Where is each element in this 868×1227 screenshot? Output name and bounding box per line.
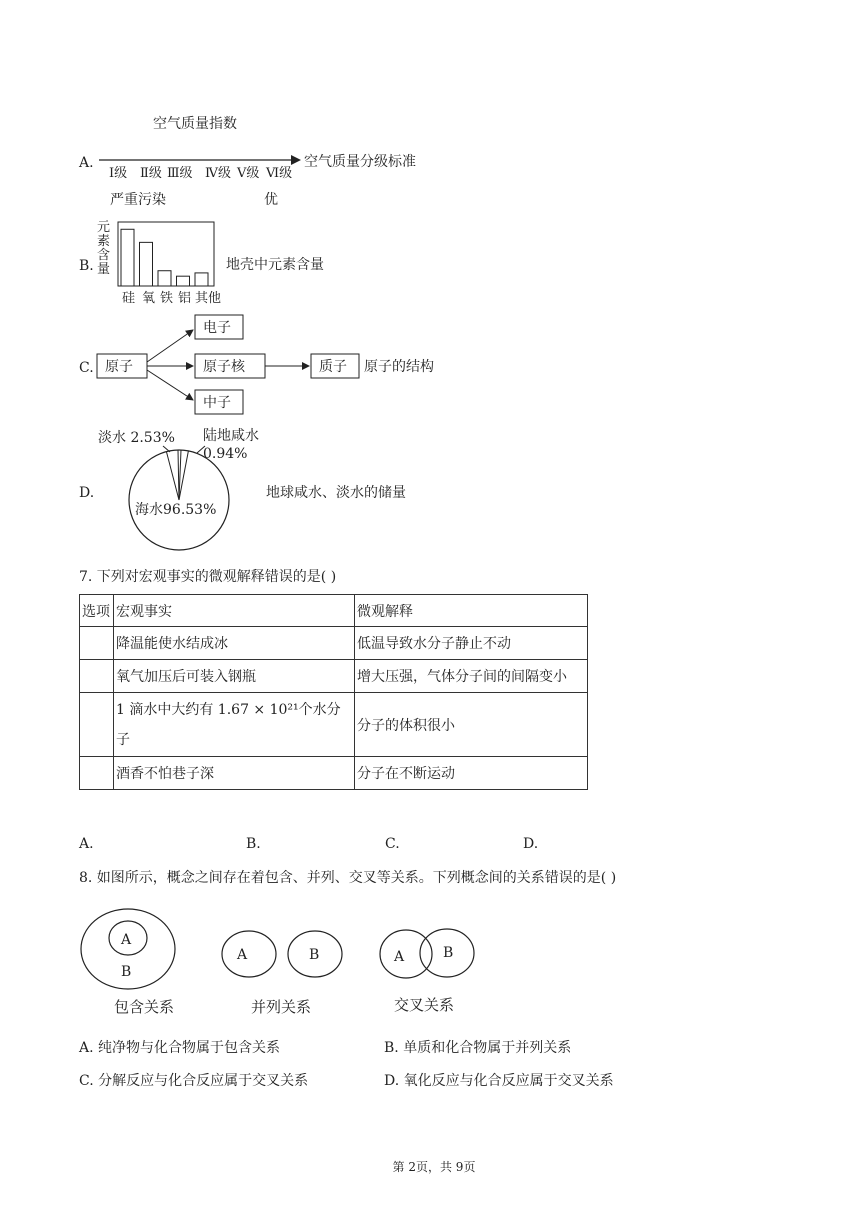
- nucleus-label: 原子核: [203, 359, 245, 375]
- cross-caption: 交叉关系: [394, 996, 455, 1014]
- row-explanation: 低温导致水分子静止不动: [355, 627, 588, 660]
- water-storage-pie-chart: [95, 424, 275, 554]
- ylabel-char-1: 元: [97, 220, 111, 235]
- category-label: 硅: [122, 291, 136, 306]
- contain-a-label: A: [121, 932, 132, 948]
- option-b-letter: B.: [79, 258, 94, 274]
- parallel-a-circle: [222, 931, 276, 977]
- row-option: [80, 660, 114, 693]
- axis-arrow-icon: [291, 155, 301, 165]
- header-fact: 宏观事实: [114, 595, 355, 627]
- row-option: [80, 627, 114, 660]
- concept-relation-diagram: [78, 905, 498, 1025]
- sea-water-label: 海水96.53%: [135, 502, 217, 518]
- q7-choice-c[interactable]: C.: [385, 836, 400, 852]
- q7-table: [79, 594, 588, 790]
- severe-pollution-label: 严重污染: [110, 192, 166, 208]
- q8-option-d[interactable]: D. 氧化反应与化合反应属于交叉关系: [384, 1073, 614, 1089]
- atom-structure-diagram: [95, 310, 365, 420]
- header-option: 选项: [80, 595, 114, 627]
- table-row: [80, 693, 588, 757]
- row-fact-line-1: 1 滴水中大约有 1.67 × 10²¹个水分: [116, 701, 341, 718]
- table-header-row: [80, 595, 588, 627]
- ylabel-char-4: 量: [97, 262, 111, 277]
- contain-caption: 包含关系: [114, 998, 175, 1016]
- bar-氧: [140, 242, 153, 286]
- grade-6: Ⅵ级: [266, 166, 293, 181]
- row-explanation: 分子在不断运动: [355, 757, 588, 790]
- chart-frame: [118, 222, 214, 286]
- bar-铝: [177, 276, 190, 286]
- electron-label: 电子: [203, 320, 231, 336]
- fresh-water-label: 淡水 2.53%: [98, 430, 175, 446]
- option-a-letter: A.: [79, 155, 94, 171]
- row-explanation: 分子的体积很小: [355, 693, 588, 757]
- atom-label: 原子: [105, 359, 133, 375]
- bar-其他: [195, 273, 208, 286]
- option-d-letter: D.: [79, 485, 95, 501]
- row-fact: 氧气加压后可装入钢瓶: [114, 660, 355, 693]
- category-label: 其他: [195, 291, 222, 306]
- row-explanation: 增大压强，气体分子间的间隔变小: [355, 660, 588, 693]
- header-explanation: 微观解释: [355, 595, 588, 627]
- grade-1: Ⅰ级: [109, 166, 128, 181]
- table-row: [80, 757, 588, 790]
- page-footer: 第 2页，共 9页: [392, 1160, 476, 1174]
- row-fact: [114, 693, 355, 757]
- excellent-label: 优: [264, 192, 278, 208]
- crust-chart-caption: 地壳中元素含量: [226, 257, 324, 273]
- proton-label: 质子: [319, 359, 347, 375]
- grade-4: Ⅳ级: [205, 166, 231, 181]
- q8-option-a[interactable]: A. 纯净物与化合物属于包含关系: [79, 1040, 281, 1056]
- q8-option-c[interactable]: C. 分解反应与化合反应属于交叉关系: [79, 1073, 309, 1089]
- grade-3: Ⅲ级: [167, 166, 193, 181]
- atom-structure-caption: 原子的结构: [364, 359, 434, 375]
- q7-choice-d[interactable]: D.: [523, 836, 539, 852]
- grade-2: Ⅱ级: [140, 166, 162, 181]
- option-c-letter: C.: [79, 360, 94, 376]
- category-label: 铁: [160, 291, 174, 306]
- cross-a-circle: [380, 930, 432, 978]
- category-label: 铝: [178, 291, 192, 306]
- parallel-b-label: B: [309, 947, 320, 963]
- table-row: [80, 660, 588, 693]
- axis-label: 空气质量分级标准: [304, 154, 416, 170]
- pie-slice-boundary: [166, 452, 179, 500]
- category-label: 氧: [142, 291, 156, 306]
- grade-5: Ⅴ级: [237, 166, 260, 181]
- row-fact: 酒香不怕巷子深: [114, 757, 355, 790]
- air-quality-index-label: 空气质量指数: [153, 116, 237, 132]
- q8-question: 8. 如图所示，概念之间存在着包含、并列、交叉等关系。下列概念间的关系错误的是( ): [79, 870, 617, 886]
- arrow-to-neutron: [147, 370, 193, 400]
- table-row: [80, 627, 588, 660]
- cross-b-label: B: [443, 945, 454, 961]
- ylabel-char-2: 素: [97, 234, 111, 249]
- contain-b-label: B: [121, 964, 132, 980]
- ylabel-char-3: 含: [97, 248, 111, 263]
- q7-choice-a[interactable]: A.: [79, 836, 94, 852]
- parallel-caption: 并列关系: [251, 998, 312, 1016]
- q8-option-b[interactable]: B. 单质和化合物属于并列关系: [384, 1040, 572, 1056]
- row-fact-line-2: 子: [116, 731, 130, 748]
- bar-硅: [121, 229, 134, 286]
- row-option: [80, 693, 114, 757]
- arrow-to-electron: [147, 330, 193, 362]
- parallel-a-label: A: [237, 947, 248, 963]
- row-fact: 降温能使水结成冰: [114, 627, 355, 660]
- water-storage-caption: 地球咸水、淡水的储量: [266, 485, 406, 501]
- air-quality-axis-figure: [95, 110, 435, 210]
- neutron-label: 中子: [203, 395, 231, 411]
- bar-铁: [158, 271, 171, 286]
- q7-choice-b[interactable]: B.: [246, 836, 261, 852]
- land-salt-water-percent: 0.94%: [203, 446, 248, 462]
- row-option: [80, 757, 114, 790]
- land-salt-water-label: 陆地咸水: [203, 428, 259, 444]
- crust-element-bar-chart: [95, 218, 235, 310]
- cross-a-label: A: [394, 949, 405, 965]
- q7-question: 7. 下列对宏观事实的微观解释错误的是( ): [79, 569, 337, 585]
